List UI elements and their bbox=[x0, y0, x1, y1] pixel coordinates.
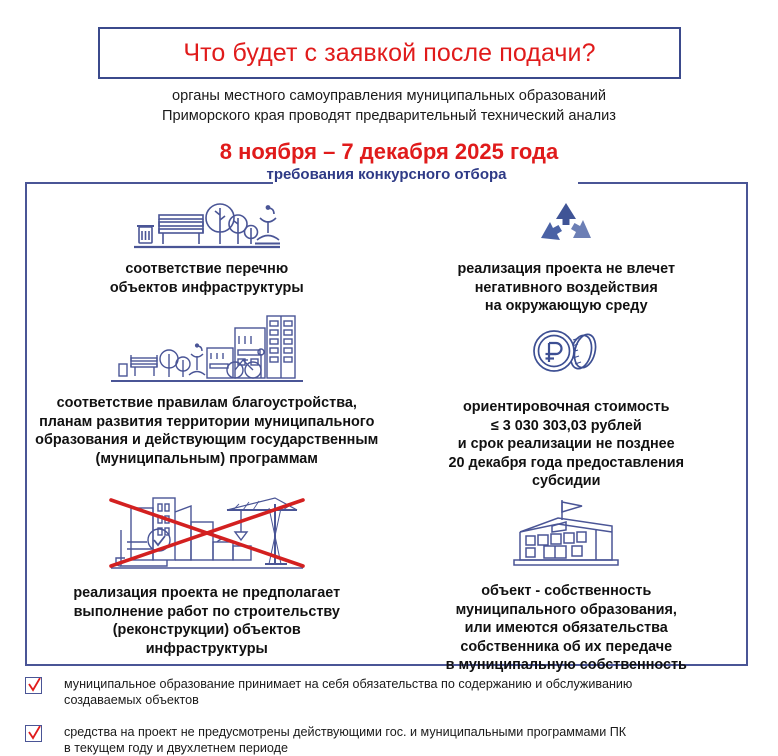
requirement-line: реализация проекта не влечет bbox=[457, 261, 676, 277]
checklist-line: создаваемых объектов bbox=[64, 693, 199, 707]
requirements-grid bbox=[27, 184, 746, 673]
requirement-item bbox=[27, 184, 387, 306]
park-infrastructure-icon bbox=[134, 198, 280, 250]
requirement-text bbox=[104, 260, 310, 297]
requirement-line: объектов инфраструктуры bbox=[109, 279, 304, 296]
frame-border-right bbox=[746, 182, 748, 666]
requirement-line: выполнение работ по строительству bbox=[73, 603, 340, 620]
requirement-item bbox=[27, 482, 387, 664]
checklist-text bbox=[64, 676, 632, 708]
requirement-text bbox=[442, 398, 690, 491]
checklist bbox=[25, 676, 755, 756]
requirement-line: и срок реализации не позднее bbox=[457, 436, 675, 452]
requirement-line: субсидии bbox=[532, 473, 601, 489]
checklist-item bbox=[25, 676, 755, 708]
requirement-item bbox=[27, 306, 387, 482]
checklist-text bbox=[64, 724, 626, 756]
checklist-line: средства на проект не предусмотрены действующими гос. и муниципальными программами ПК bbox=[64, 725, 627, 739]
requirement-text bbox=[67, 584, 346, 658]
frame-caption: требования конкурсного отбора bbox=[266, 166, 507, 183]
requirement-line: на окружающую среду bbox=[484, 298, 648, 314]
subtitle bbox=[0, 86, 778, 126]
requirement-line: планам развития территории муниципального bbox=[39, 413, 375, 430]
requirement-line: соответствие перечню bbox=[125, 261, 289, 277]
requirement-line: ориентировочная стоимость bbox=[462, 399, 670, 415]
requirements-frame bbox=[25, 166, 748, 673]
checklist-item bbox=[25, 724, 755, 756]
requirement-item bbox=[387, 482, 747, 673]
requirement-line: ≤ 3 030 303,03 рублей bbox=[490, 417, 642, 434]
checklist-line: муниципальное образование принимает на себя обязательства по содержанию и обслуживанию bbox=[64, 677, 633, 691]
subtitle-line-1: органы местного самоуправления муниципальных образований bbox=[172, 88, 606, 104]
requirement-text bbox=[440, 582, 693, 675]
title-box bbox=[98, 27, 681, 79]
requirement-line: муниципального образования, bbox=[455, 601, 677, 618]
requirement-line: собственника об их передаче bbox=[460, 638, 673, 655]
cityscape-icon bbox=[111, 314, 303, 386]
checkbox-checked-icon[interactable] bbox=[25, 677, 42, 694]
requirement-line: объект - собственность bbox=[481, 583, 652, 599]
requirement-text bbox=[29, 394, 384, 468]
subtitle-line-2: Приморского края проводят предварительный технический анализ bbox=[162, 108, 616, 124]
requirement-line: инфраструктуры bbox=[145, 640, 268, 657]
requirement-line: 20 декабря года предоставления bbox=[448, 454, 685, 471]
checklist-line: в текущем году и двухлетнем периоде bbox=[64, 741, 288, 755]
requirement-line: (реконструкции) объектов bbox=[112, 622, 301, 638]
construction-crossed-out-icon bbox=[107, 494, 307, 572]
municipal-building-icon bbox=[500, 498, 632, 568]
requirement-item bbox=[387, 306, 747, 489]
ruble-coins-icon bbox=[527, 324, 605, 380]
checkbox-checked-icon[interactable] bbox=[25, 725, 42, 742]
page-title: Что будет с заявкой после подачи? bbox=[183, 38, 596, 67]
recycle-icon bbox=[538, 200, 594, 246]
requirement-line: образования и действующим государственным bbox=[35, 432, 379, 448]
date-range: 8 ноября – 7 декабря 2025 года bbox=[219, 139, 559, 164]
requirement-line: негативного воздействия bbox=[474, 279, 658, 296]
requirement-line: соответствие правилам благоустройства, bbox=[56, 395, 357, 411]
requirement-line: (муниципальным) программам bbox=[95, 450, 318, 467]
requirement-line: или имеются обязательства bbox=[464, 620, 668, 636]
requirement-item bbox=[387, 184, 747, 314]
requirement-line: реализация проекта не предполагает bbox=[73, 585, 341, 601]
requirement-line: в муниципальную собственность bbox=[445, 657, 687, 673]
